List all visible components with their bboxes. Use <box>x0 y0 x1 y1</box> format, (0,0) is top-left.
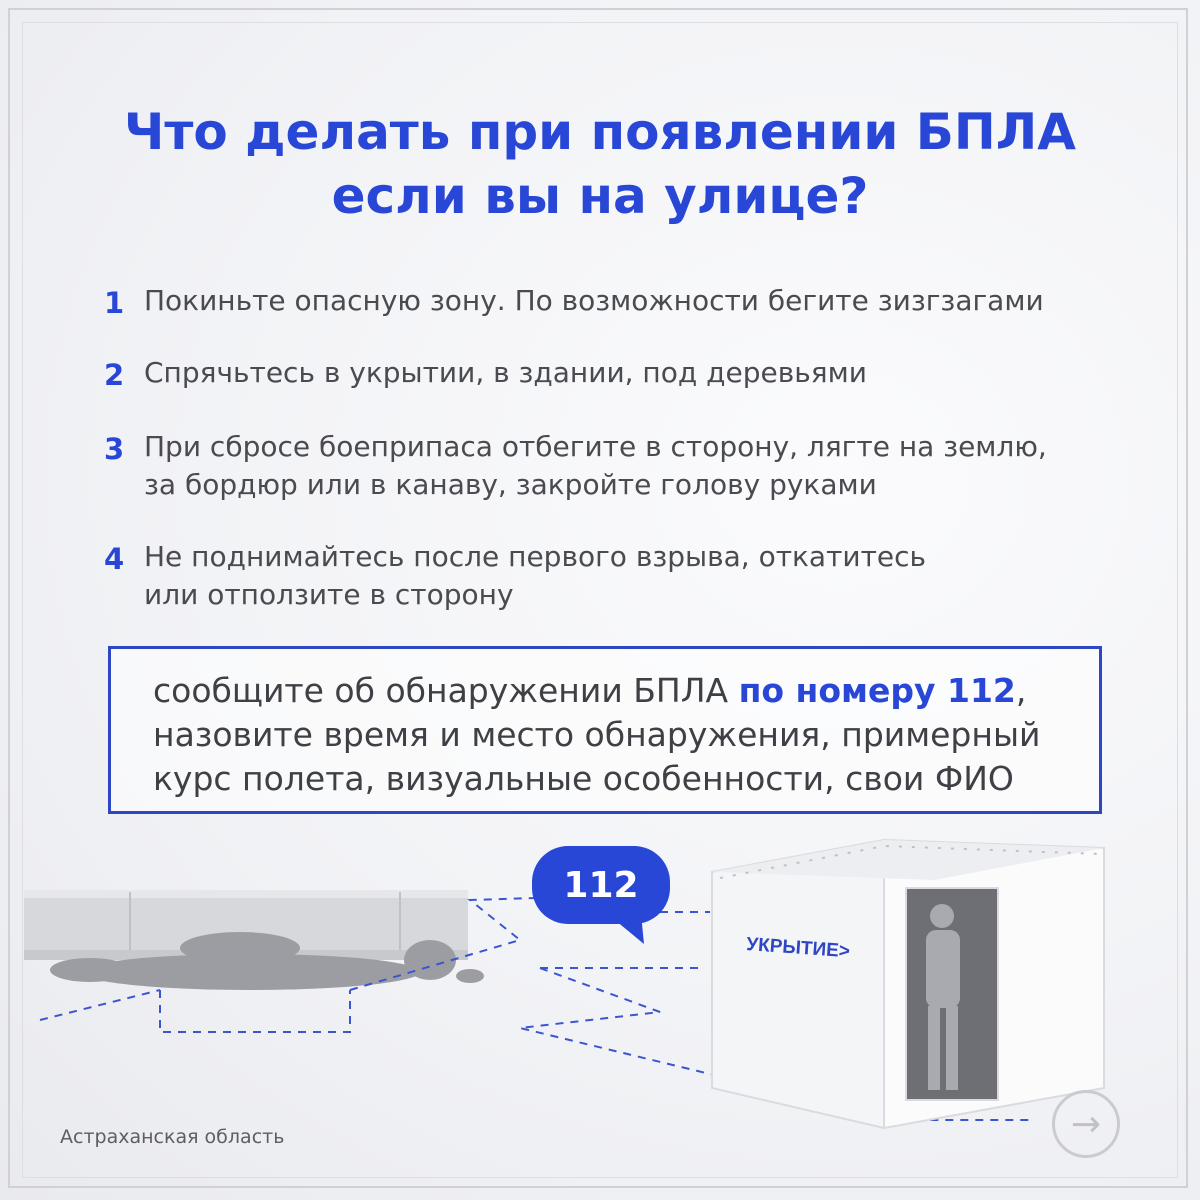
step-item-3 <box>104 428 1144 504</box>
page-title <box>60 100 1140 228</box>
callout-highlight: по номеру 112 <box>738 671 1016 710</box>
bubble-number: 112 <box>563 864 639 906</box>
step-number: 1 <box>104 286 125 320</box>
step-text: Покиньте опасную зону. По возможности бегите зизгзагами <box>144 284 1044 317</box>
emergency-number-bubble <box>532 846 670 924</box>
callout-text-after: , назовите время и место обнаружения, примерный курс полета, визуальные особенности, свои ФИО <box>153 671 1041 798</box>
shelter-sign: УКРЫТИЕ> <box>745 934 851 963</box>
step-text: Спрячьтесь в укрытии, в здании, под деревьями <box>144 356 867 389</box>
step-item-1 <box>104 282 1144 322</box>
step-text: Не поднимайтесь после первого взрыва, откатитесь или отползите в сторону <box>144 540 927 611</box>
title-line-2: если вы на улице? <box>331 167 869 225</box>
arrow-right-icon: → <box>1070 1103 1102 1145</box>
step-item-4 <box>104 538 1144 614</box>
step-item-2 <box>104 354 1144 394</box>
step-number: 3 <box>104 432 125 466</box>
report-callout <box>108 646 1102 814</box>
title-line-1: Что делать при появлении БПЛА <box>124 103 1076 161</box>
region-footer: Астраханская область <box>60 1126 285 1148</box>
step-number: 2 <box>104 358 125 392</box>
step-text: При сбросе боеприпаса отбегите в сторону, лягте на землю, за бордюр или в канаву, закройте голову руками <box>144 430 1047 501</box>
next-slide-button[interactable] <box>1052 1090 1120 1158</box>
callout-text-before: сообщите об обнаружении БПЛА <box>153 671 739 710</box>
shelter-tent <box>712 840 1104 1128</box>
step-number: 4 <box>104 542 125 576</box>
